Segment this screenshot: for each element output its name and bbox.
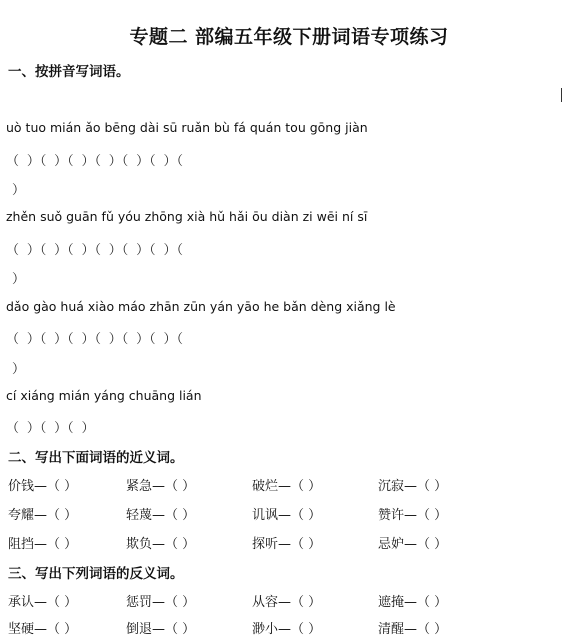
antonym-item[interactable]: 倒退—（ ） bbox=[126, 622, 196, 637]
antonym-item[interactable]: 遮掩—（ ） bbox=[378, 595, 448, 610]
antonym-item[interactable]: 清醒—（ ） bbox=[378, 622, 448, 637]
answer-blanks[interactable]: （ ）（ ）（ ）（ ）（ ）（ ）（ bbox=[6, 243, 183, 258]
synonym-row bbox=[8, 533, 574, 553]
antonym-row bbox=[8, 618, 574, 638]
synonym-item[interactable]: 赞许—（ ） bbox=[378, 508, 448, 523]
synonym-item[interactable]: 欺负—（ ） bbox=[126, 537, 196, 552]
synonym-item[interactable]: 破烂—（ ） bbox=[252, 479, 322, 494]
antonym-row bbox=[8, 591, 574, 611]
synonym-item[interactable]: 紧急—（ ） bbox=[126, 479, 196, 494]
synonym-item[interactable]: 阻挡—（ ） bbox=[8, 537, 78, 552]
synonym-item[interactable]: 夸耀—（ ） bbox=[8, 508, 78, 523]
answer-blanks[interactable]: （ ）（ ）（ ） bbox=[6, 421, 95, 436]
section3-heading: 三、写出下列词语的反义词。 bbox=[8, 566, 184, 582]
synonym-row bbox=[8, 475, 574, 495]
answer-blank-close: ） bbox=[12, 272, 26, 287]
antonym-item[interactable]: 从容—（ ） bbox=[252, 595, 322, 610]
answer-blanks[interactable]: （ ）（ ）（ ）（ ）（ ）（ ）（ bbox=[6, 332, 183, 347]
synonym-row bbox=[8, 504, 574, 524]
text-cursor bbox=[561, 88, 562, 102]
synonym-item[interactable]: 沉寂—（ ） bbox=[378, 479, 448, 494]
answer-blank-close: ） bbox=[12, 183, 26, 198]
section2-heading: 二、写出下面词语的近义词。 bbox=[8, 450, 184, 466]
answer-blanks[interactable]: （ ）（ ）（ ）（ ）（ ）（ ）（ bbox=[6, 154, 183, 169]
section1-heading: 一、按拼音写词语。 bbox=[8, 64, 130, 80]
synonym-item[interactable]: 探听—（ ） bbox=[252, 537, 322, 552]
pinyin-row: zhěn suǒ guān fǔ yóu zhōng xià hǔ hǎi ōu diàn zi wēi ní sī bbox=[6, 209, 368, 224]
page-title: 专题二 部编五年级下册词语专项练习 bbox=[129, 26, 449, 48]
pinyin-row: dǎo gào huá xiào máo zhān zūn yán yāo he bǎn dèng xiǎng lè bbox=[6, 299, 396, 314]
pinyin-row: cí xiáng mián yáng chuāng lián bbox=[6, 388, 202, 403]
antonym-item[interactable]: 惩罚—（ ） bbox=[126, 595, 196, 610]
answer-blank-close: ） bbox=[12, 362, 26, 377]
pinyin-row: uò tuo mián ǎo bēng dài sū ruǎn bù fá quán tou gōng jiàn bbox=[6, 120, 368, 135]
synonym-item[interactable]: 价钱—（ ） bbox=[8, 479, 78, 494]
antonym-item[interactable]: 坚硬—（ ） bbox=[8, 622, 78, 637]
antonym-item[interactable]: 渺小—（ ） bbox=[252, 622, 322, 637]
synonym-item[interactable]: 轻蔑—（ ） bbox=[126, 508, 196, 523]
synonym-item[interactable]: 忌妒—（ ） bbox=[378, 537, 448, 552]
antonym-item[interactable]: 承认—（ ） bbox=[8, 595, 78, 610]
synonym-item[interactable]: 讥讽—（ ） bbox=[252, 508, 322, 523]
